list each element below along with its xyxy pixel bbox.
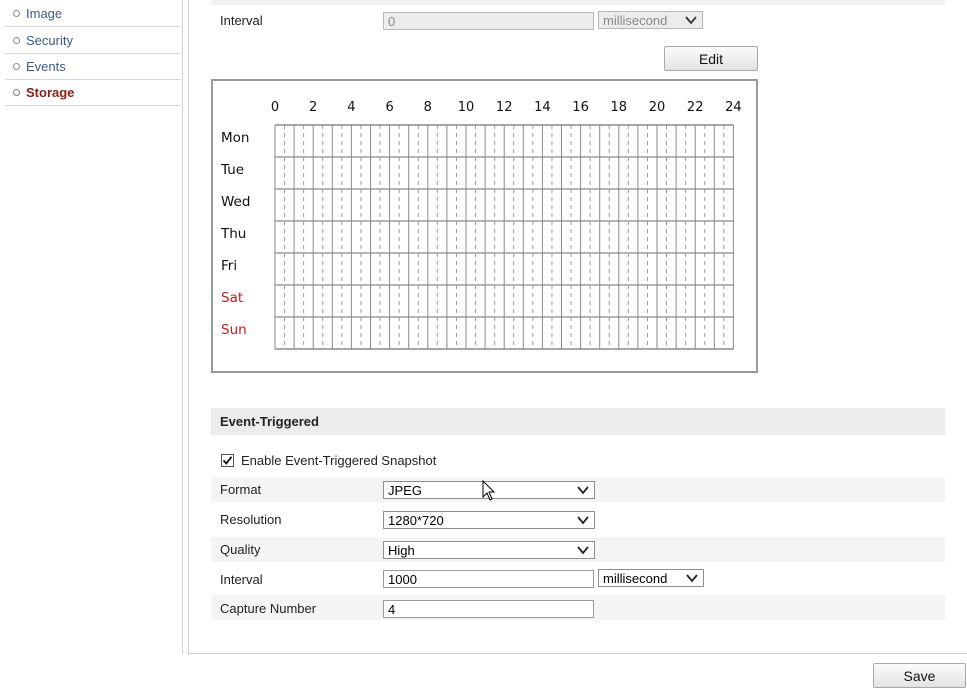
- hour-tick-label: 6: [385, 100, 394, 115]
- hour-tick-label: 12: [495, 100, 513, 115]
- select-value: millisecond: [603, 570, 668, 586]
- quality-select[interactable]: [383, 541, 595, 559]
- circle-bullet-icon: [13, 89, 20, 96]
- day-label: Sun: [221, 322, 247, 338]
- hour-tick-label: 22: [686, 100, 704, 115]
- capture-number-label: Capture Number: [220, 601, 317, 616]
- schedule-interval-label: Interval: [220, 13, 263, 28]
- select-value: High: [388, 542, 415, 558]
- sidebar-item-label: Security: [26, 33, 73, 48]
- row-divider: [212, 0, 945, 5]
- edit-button[interactable]: Edit: [664, 46, 758, 71]
- schedule-interval-unit-select[interactable]: [598, 11, 703, 29]
- snapshot-interval-input[interactable]: [383, 570, 594, 588]
- weekly-schedule[interactable]: [211, 79, 758, 373]
- select-value: JPEG: [388, 482, 422, 498]
- hour-tick-label: 8: [423, 100, 432, 115]
- hour-tick-label: 20: [648, 100, 666, 115]
- mouse-pointer-icon: [482, 480, 496, 502]
- hour-tick-label: 2: [309, 100, 318, 115]
- chevron-down-icon: [576, 513, 590, 527]
- enable-snapshot-label: Enable Event-Triggered Snapshot: [241, 453, 437, 468]
- hour-tick-label: 4: [347, 100, 356, 115]
- schedule-interval-input[interactable]: [383, 12, 594, 30]
- hour-tick-label: 24: [725, 100, 742, 115]
- chevron-down-icon: [576, 543, 590, 557]
- chevron-down-icon: [576, 483, 590, 497]
- sidebar-item-security[interactable]: [5, 28, 181, 54]
- hour-tick-label: 14: [534, 100, 551, 115]
- day-label: Tue: [221, 162, 245, 178]
- circle-bullet-icon: [13, 63, 20, 70]
- day-label: Thu: [221, 226, 247, 242]
- circle-bullet-icon: [13, 37, 20, 44]
- sidebar-item-events[interactable]: [5, 54, 181, 80]
- hour-tick-label: 18: [610, 100, 628, 115]
- snapshot-interval-label: Interval: [220, 572, 263, 587]
- enable-snapshot-checkbox[interactable]: [221, 454, 234, 467]
- day-label: Fri: [221, 258, 238, 274]
- resolution-select[interactable]: [383, 511, 595, 529]
- schedule-grid[interactable]: [213, 81, 756, 371]
- chevron-down-icon: [685, 571, 699, 585]
- format-label: Format: [220, 482, 262, 497]
- select-value: millisecond: [603, 12, 668, 28]
- day-label: Sat: [221, 290, 244, 306]
- hour-tick-label: 16: [572, 100, 589, 115]
- sidebar-item-storage[interactable]: [5, 80, 181, 106]
- capture-number-input[interactable]: [383, 600, 594, 618]
- sidebar-item-label: Events: [26, 59, 66, 74]
- sidebar-item-label: Storage: [26, 85, 75, 100]
- section-header-event-triggered: [211, 408, 945, 435]
- day-label: Wed: [221, 194, 251, 210]
- quality-label: Quality: [220, 542, 261, 557]
- day-label: Mon: [221, 130, 250, 146]
- circle-bullet-icon: [13, 10, 20, 17]
- save-button[interactable]: Save: [873, 663, 966, 688]
- section-title: Event-Triggered: [220, 414, 319, 429]
- resolution-label: Resolution: [220, 512, 282, 527]
- select-value: 1280*720: [388, 512, 444, 528]
- sidebar-item-image[interactable]: [5, 1, 181, 27]
- checkmark-icon: [222, 455, 233, 466]
- sidebar-item-label: Image: [26, 6, 63, 21]
- sidebar: [0, 0, 183, 654]
- chevron-down-icon: [684, 13, 698, 27]
- hour-tick-label: 0: [270, 100, 280, 115]
- snapshot-interval-unit-select[interactable]: [598, 569, 704, 587]
- hour-tick-label: 10: [457, 100, 475, 115]
